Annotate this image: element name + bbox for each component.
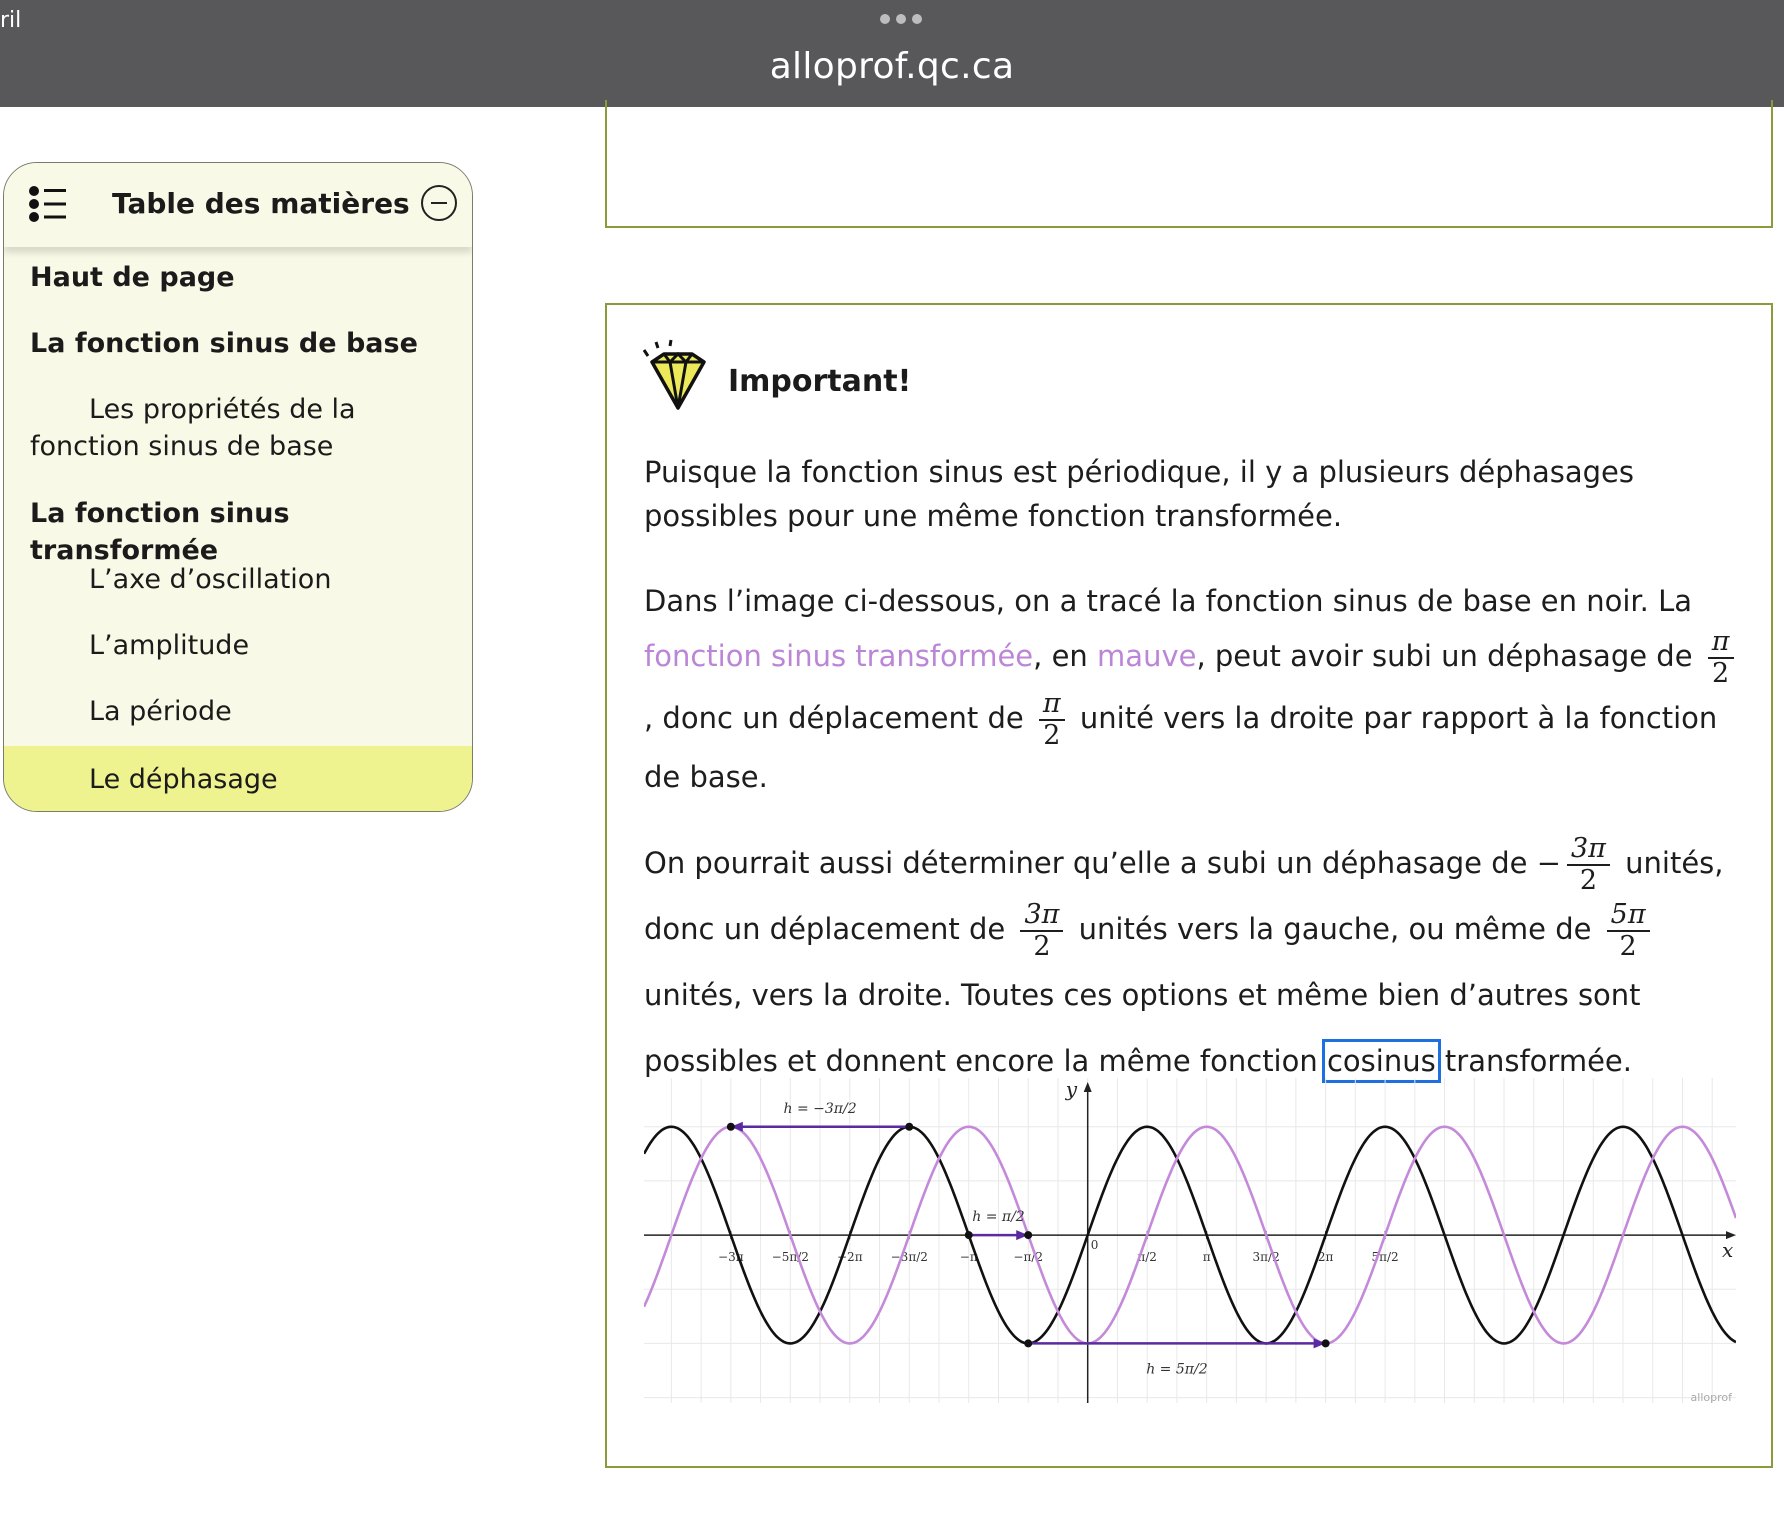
arrow-end-point xyxy=(727,1123,735,1131)
toc-item-axe-oscillation[interactable]: L’axe d’oscillation xyxy=(89,564,332,595)
browser-top-bar xyxy=(0,0,1784,107)
paragraph-1: Puisque la fonction sinus est périodique, il y a plusieurs déphasages possibles pour une même fonction transformée. xyxy=(644,455,1634,533)
watermark-text: alloprof xyxy=(1690,1391,1732,1403)
diamond-icon xyxy=(640,338,718,414)
toc-item-haut-de-page[interactable]: Haut de page xyxy=(30,262,235,293)
p3-text-d: unités, vers la droite. Toutes ces options et même bien d’autres sont possibles et donnent encore la même fonction xyxy=(644,978,1641,1078)
x-tick-label: 2π xyxy=(1317,1250,1334,1265)
y-axis-arrowhead xyxy=(1084,1082,1092,1092)
x-tick-label: −5π/2 xyxy=(771,1250,809,1265)
arrow-end-point xyxy=(1024,1231,1032,1239)
toc-header[interactable] xyxy=(4,163,472,247)
fraction-pi-over-2: $\frac{\pi}{2}$ xyxy=(1708,627,1734,689)
p2-mauve-word: mauve xyxy=(1097,639,1197,673)
arrow-end-point xyxy=(1322,1339,1330,1347)
collapse-icon[interactable] xyxy=(421,185,457,221)
origin-label: 0 xyxy=(1090,1238,1099,1253)
x-tick-label: 5π/2 xyxy=(1371,1250,1399,1265)
arrow-start-point xyxy=(905,1123,913,1131)
arrow-label: h = 5π/2 xyxy=(1146,1361,1208,1378)
fraction-3pi-over-2: $\frac{3\pi}{2}$ xyxy=(1020,900,1063,962)
arrow-start-point xyxy=(965,1231,973,1239)
paragraph-2 xyxy=(644,575,1744,803)
arrow-start-point xyxy=(1024,1339,1032,1347)
fraction-3pi-over-2: $\frac{3\pi}{2}$ xyxy=(1567,834,1610,896)
toc-title: Table des matières xyxy=(112,187,410,220)
phase-shift-chart xyxy=(644,1078,1736,1403)
p3-text-c: unités vers la gauche, ou même de xyxy=(1069,912,1601,946)
more-options-icon[interactable] xyxy=(880,14,922,24)
toc-item-sinus-de-base[interactable]: La fonction sinus de base xyxy=(30,328,418,359)
previous-content-box xyxy=(605,100,1773,228)
address-bar-url[interactable]: alloprof.qc.ca xyxy=(769,46,1015,87)
paragraph-3 xyxy=(644,830,1744,1094)
p2-text-c: , peut avoir subi un déphasage de xyxy=(1196,639,1702,673)
p3-text-e: transformée. xyxy=(1435,1044,1632,1078)
x-tick-label: −3π/2 xyxy=(890,1250,928,1265)
p2-mauve-link[interactable]: fonction sinus transformée xyxy=(644,639,1034,673)
arrow-label: h = −3π/2 xyxy=(783,1100,857,1117)
cosinus-annotated-word: cosinus xyxy=(1326,1044,1436,1078)
toc-item-sinus-transformee[interactable]: La fonction sinus transformée xyxy=(30,498,290,566)
x-tick-label: −π xyxy=(959,1250,978,1265)
arrow-label: h = π/2 xyxy=(972,1209,1025,1226)
important-title: Important! xyxy=(728,364,912,399)
table-of-contents xyxy=(3,162,473,812)
fraction-5pi-over-2: $\frac{5\pi}{2}$ xyxy=(1607,900,1650,962)
chart-svg xyxy=(644,1078,1736,1403)
x-axis-label: x xyxy=(1722,1238,1734,1263)
status-signal: ril xyxy=(0,8,22,33)
toc-item-dephasage[interactable]: Le déphasage xyxy=(4,746,472,812)
toc-item-amplitude[interactable]: L’amplitude xyxy=(89,630,250,661)
p2-text-a: Dans l’image ci-dessous, on a tracé la fonction sinus de base en noir. La xyxy=(644,584,1693,618)
x-tick-label: π xyxy=(1202,1250,1211,1265)
p2-text-d: , donc un déplacement de xyxy=(644,701,1033,735)
x-tick-label: −π/2 xyxy=(1013,1250,1044,1265)
minus-sign: − xyxy=(1536,846,1561,880)
fraction-pi-over-2: $\frac{\pi}{2}$ xyxy=(1039,689,1065,751)
p3-text-a: On pourrait aussi déterminer qu’elle a subi un déphasage de xyxy=(644,846,1537,880)
list-icon xyxy=(28,185,68,223)
toc-item-periode[interactable]: La période xyxy=(89,696,232,727)
p2-text-e: unité vers la droite par rapport à la fonction de base. xyxy=(644,701,1718,794)
x-tick-label: π/2 xyxy=(1137,1250,1157,1265)
x-tick-label: 3π/2 xyxy=(1252,1250,1280,1265)
toc-item-proprietes[interactable]: Les propriétés de la fonction sinus de base xyxy=(30,394,356,462)
p2-text-b: , en xyxy=(1033,639,1098,673)
x-tick-label: −3π xyxy=(718,1250,744,1265)
p3-text-b: unités, donc un déplacement de xyxy=(644,846,1724,946)
y-axis-label: y xyxy=(1065,1078,1078,1101)
x-tick-label: −2π xyxy=(837,1250,863,1265)
